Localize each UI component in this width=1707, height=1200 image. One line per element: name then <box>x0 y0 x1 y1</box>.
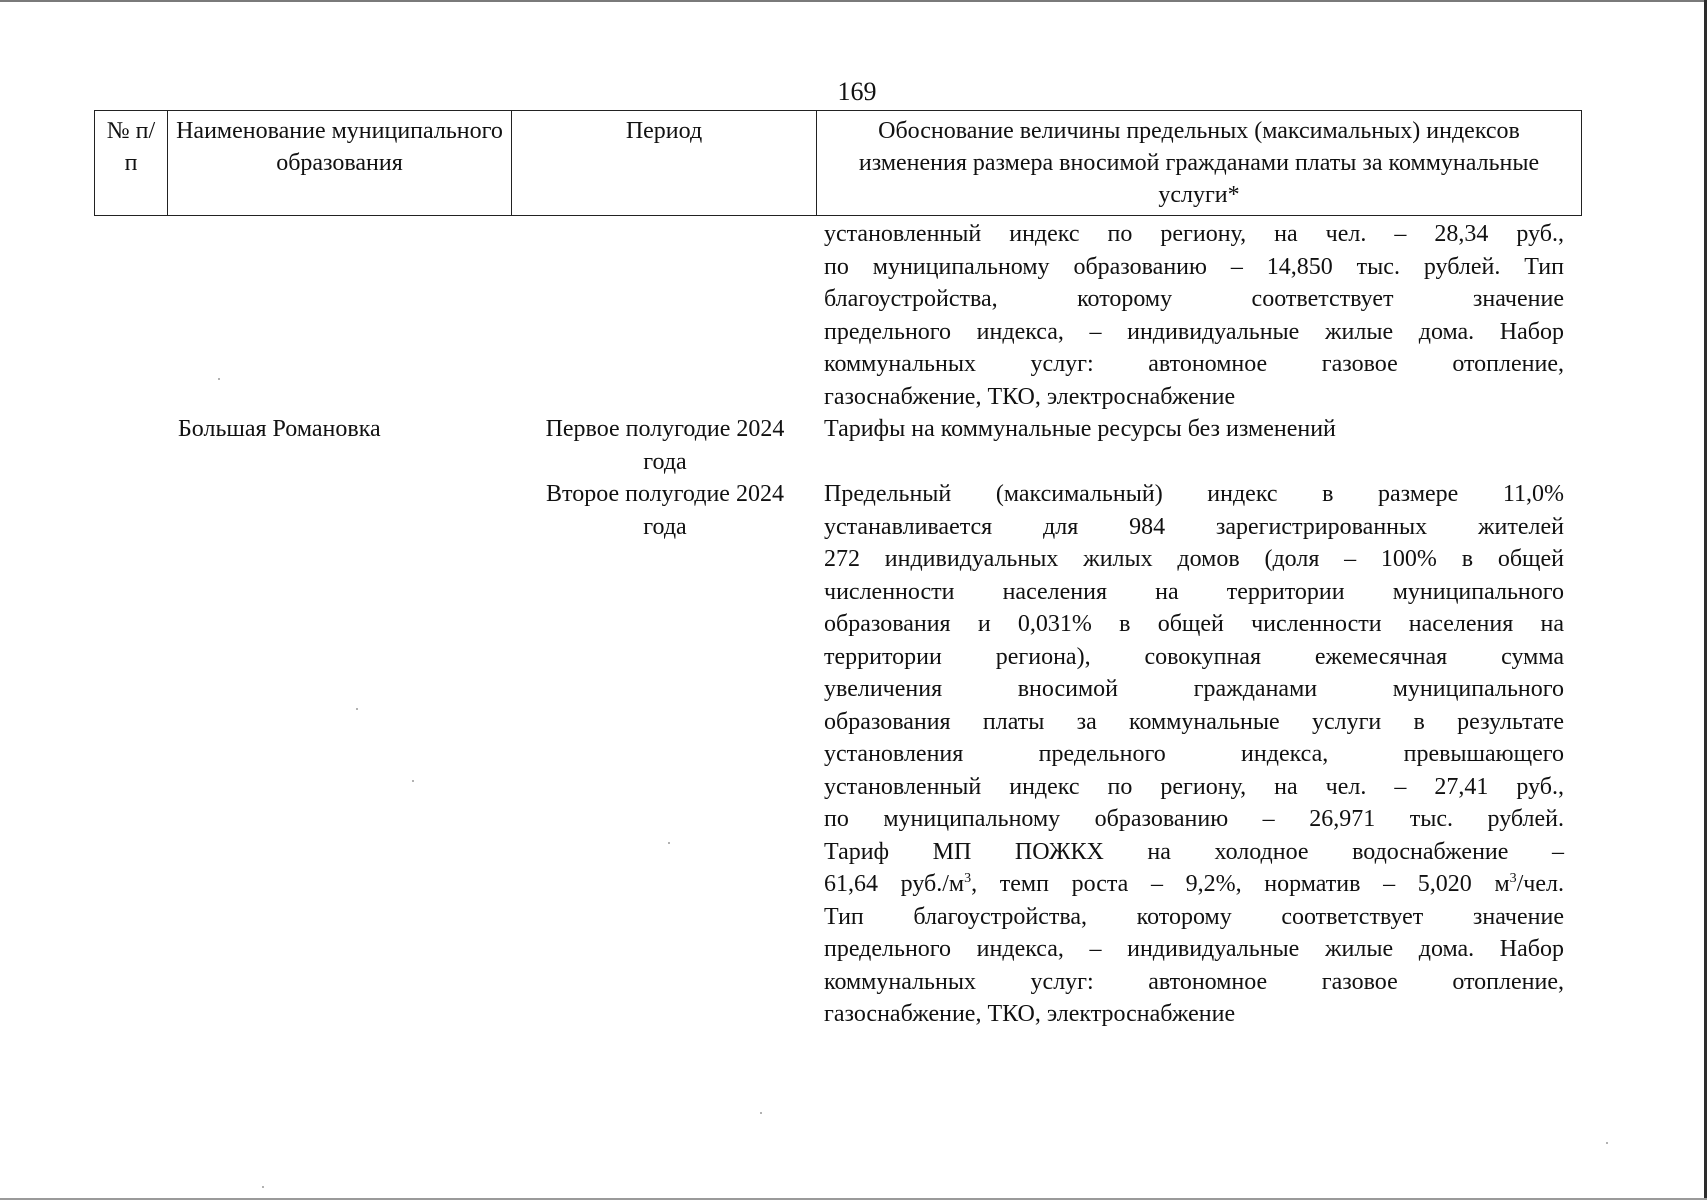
scan-edge-top <box>0 0 1707 2</box>
tariff-part: /чел. <box>1516 871 1565 897</box>
scan-speck <box>218 378 220 380</box>
text-line: территории региона), совокупная ежемесячная сумма <box>824 643 1564 670</box>
tariff-part: 61,64 руб./м <box>824 871 965 897</box>
text-line: Предельный (максимальный) индекс в размере 11,0% <box>824 481 1564 507</box>
text-line: увеличения вносимой гражданами муниципального <box>824 676 1564 702</box>
tariff-part: , темп роста – 9,2%, норматив – 5,020 м <box>971 871 1510 897</box>
superscript: 3 <box>964 871 972 886</box>
text-line: образования платы за коммунальные услуги в результате <box>824 708 1564 735</box>
text-line: численности населения на территории муниципального <box>824 578 1564 605</box>
basis-continuation <box>824 218 1564 413</box>
scan-speck <box>356 708 358 710</box>
text-line: предельного индекса, – индивидуальные жилые дома. Набор <box>824 318 1564 345</box>
text-line: Тип благоустройства, которому соответствует значение <box>824 903 1564 930</box>
text-line: по муниципальному образованию – 14,850 тыс. рублей. Тип <box>824 253 1564 280</box>
header-col-number: № п/п <box>95 111 168 216</box>
text-line: Тариф МП ПОЖКХ на холодное водоснабжение – <box>824 838 1564 865</box>
header-col-period: Период <box>512 111 817 216</box>
page-number: 169 <box>837 77 877 106</box>
table-header <box>94 110 1582 216</box>
period-second-half: Второе полугодие 2024 года <box>546 481 784 540</box>
text-line: предельного индекса, – индивидуальные жилые дома. Набор <box>824 936 1564 962</box>
scan-speck <box>760 1112 762 1114</box>
period-cell <box>545 413 785 543</box>
text-line: установленный индекс по региону, на чел. – 27,41 руб., <box>824 773 1564 800</box>
header-col-municipality: Наименование муниципального образования <box>168 111 512 216</box>
text-line: по муниципальному образованию – 26,971 тыс. рублей. <box>824 806 1564 832</box>
basis-second-half <box>824 478 1564 1031</box>
text-line: 272 индивидуальных жилых домов (доля – 100% в общей <box>824 546 1564 572</box>
tariff-line <box>824 868 1564 901</box>
text-line: газоснабжение, ТКО, электроснабжение <box>824 1001 1236 1027</box>
scan-speck <box>668 842 670 844</box>
period-first-half: Первое полугодие 2024 года <box>545 416 785 475</box>
text-line: коммунальных услуг: автономное газовое отопление, <box>824 351 1564 377</box>
superscript: 3 <box>1509 871 1517 886</box>
text-line: устанавливается для 984 зарегистрированных жителей <box>824 513 1564 540</box>
scan-speck <box>1606 1142 1608 1144</box>
text-line: коммунальных услуг: автономное газовое отопление, <box>824 968 1564 995</box>
text-line: газоснабжение, ТКО, электроснабжение <box>824 383 1236 410</box>
header-col-basis: Обоснование величины предельных (максимальных) индексов изменения размера вносимой гражданами платы за коммунальные услуги* <box>817 111 1582 216</box>
municipality-name: Большая Романовка <box>178 416 381 442</box>
scan-speck <box>412 780 414 782</box>
text-line: установленный индекс по региону, на чел. – 28,34 руб., <box>824 221 1564 247</box>
text-line: установления предельного индекса, превышающего <box>824 741 1564 767</box>
text-line: образования и 0,031% в общей численности населения на <box>824 611 1564 637</box>
text-line: благоустройства, которому соответствует значение <box>824 286 1564 312</box>
basis-first-half: Тарифы на коммунальные ресурсы без изменений <box>824 416 1336 442</box>
scan-speck <box>262 1186 264 1188</box>
